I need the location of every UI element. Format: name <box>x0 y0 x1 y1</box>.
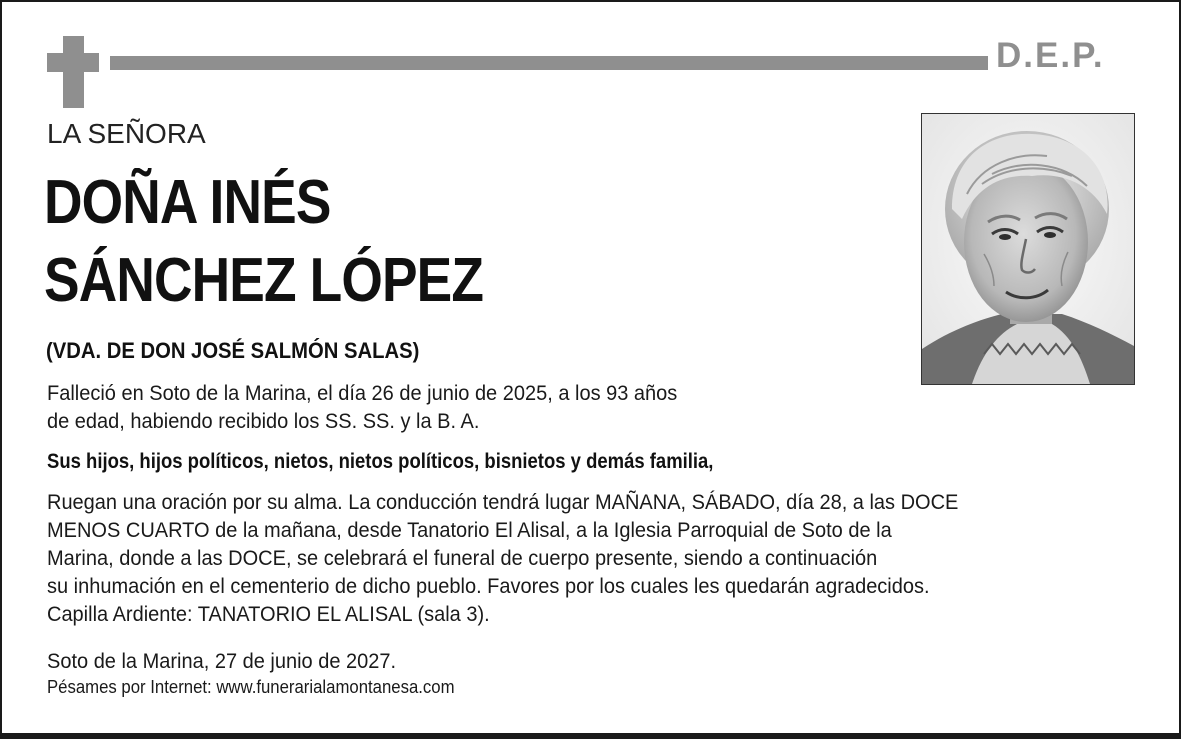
prayer-line: MENOS CUARTO de la mañana, desde Tanatorio El Alisal, a la Iglesia Parroquial de Soto de la <box>47 518 892 542</box>
family-line: Sus hijos, hijos políticos, nietos, nietos políticos, bisnietos y demás familia, <box>47 450 714 473</box>
portrait-illustration <box>922 114 1134 384</box>
deceased-name-line-2: SÁNCHEZ LÓPEZ <box>44 246 484 315</box>
cross-icon-horizontal <box>47 53 99 72</box>
death-notice-line: Falleció en Soto de la Marina, el día 26 de junio de 2025, a los 93 años <box>47 381 678 405</box>
deceased-name-line-1: DOÑA INÉS <box>44 168 331 237</box>
prayer-line: Ruegan una oración por su alma. La conducción tendrá lugar MAÑANA, SÁBADO, día 28, a las DOCE <box>47 490 959 514</box>
prayer-line: Marina, donde a las DOCE, se celebrará el funeral de cuerpo presente, siendo a continuación <box>47 546 878 570</box>
dep-label: D.E.P. <box>996 36 1105 75</box>
place-date: Soto de la Marina, 27 de junio de 2027. <box>47 649 397 673</box>
death-notice-line: de edad, habiendo recibido los SS. SS. y la B. A. <box>47 409 480 433</box>
honorific: LA SEÑORA <box>47 118 206 149</box>
condolences-web: Pésames por Internet: www.funerarialamontanesa.com <box>47 677 455 697</box>
widow-of: (VDA. DE DON JOSÉ SALMÓN SALAS) <box>46 338 420 363</box>
portrait-photo <box>921 113 1135 385</box>
prayer-line: Capilla Ardiente: TANATORIO EL ALISAL (sala 3). <box>47 602 490 626</box>
prayer-request <box>47 488 958 628</box>
death-notice <box>47 379 677 435</box>
header-rule <box>110 56 988 70</box>
cross-icon-vertical <box>63 36 84 108</box>
prayer-line: su inhumación en el cementerio de dicho pueblo. Favores por los cuales les quedarán agradecidos. <box>47 574 930 598</box>
